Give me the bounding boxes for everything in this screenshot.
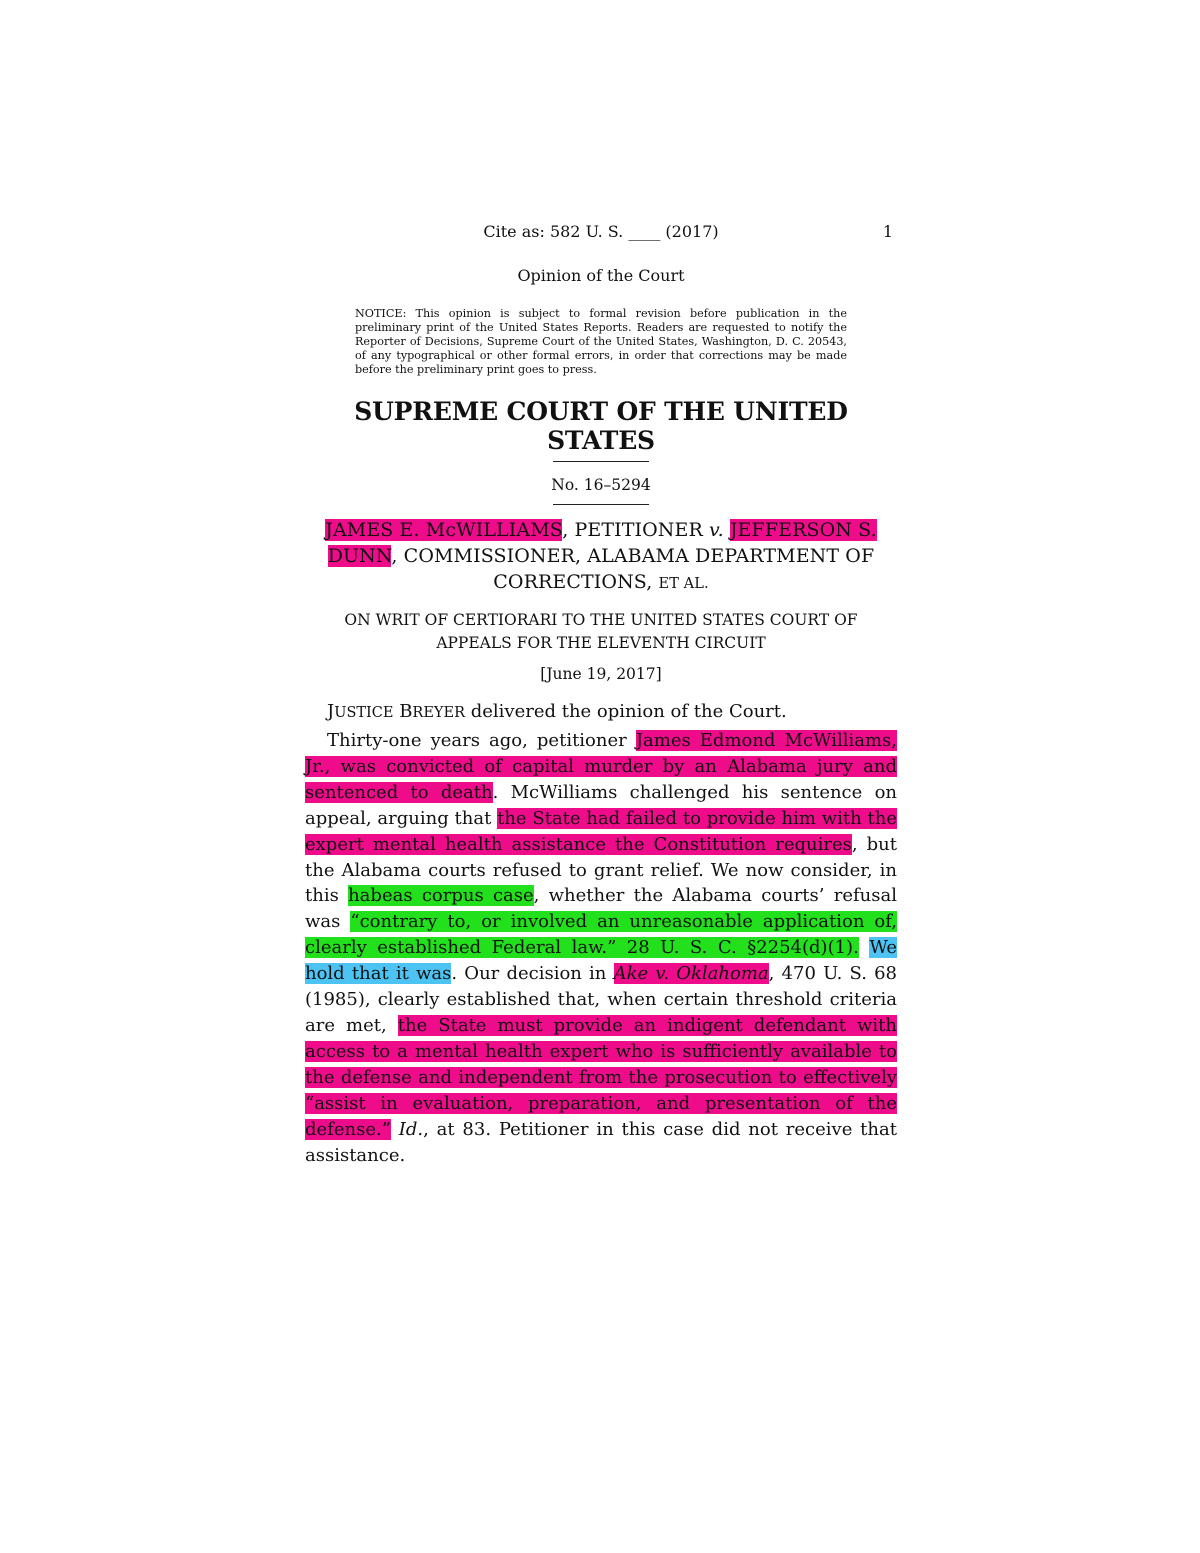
text-run [391,1119,399,1140]
text-run: , whether the Alabama courts’ refusal was [305,885,897,933]
highlight-pink: the State must provide an indigent defendant with access to a mental health expert who is sufficiently available to the defense and independent from the prosecution to effectively “assist in evaluation, preparation, and presentation of the defense.” [305,1014,898,1140]
case-caption [305,517,897,597]
petitioner-role: , PETITIONER [562,519,709,541]
highlight-blue: We hold that it was [305,937,897,985]
court-name: SUPREME COURT OF THE UNITED STATES [354,397,848,455]
highlight-pink: James Edmond McWilliams, Jr., was convicted of capital murder by an Alabama jury and sentenced to death [305,730,897,803]
petitioner-name: JAMES E. McWILLIAMS [325,519,563,541]
citation: Cite as: 582 U. S. ____ (2017) [483,222,719,241]
decision-date: [June 19, 2017] [540,665,662,683]
delivered-rest: delivered the opinion of the Court. [465,701,787,722]
text-run: , but the Alabama courts refused to grant relief. We now consider, in this [305,833,897,907]
writ-text: ON WRIT OF CERTIORARI TO THE UNITED STATES COURT OF APPEALS FOR THE ELEVENTH CIRCUIT [344,611,858,652]
highlight-green: “contrary to, or involved an unreasonable application of, clearly established Federal law.” 28 U. S. C. §2254(d)(1). [305,911,897,959]
text-run: , at 83. Petitioner in this case did not receive that assistance. [305,1118,897,1166]
running-header [305,222,897,250]
divider-rule [553,461,649,462]
justice-name: BREYER [399,701,465,722]
opinion-page [305,222,897,1168]
respondent-name: JEFFERSON S. DUNN [327,519,877,567]
text-run: . McWilliams challenged his sentence on appeal, arguing that [305,781,897,829]
versus: v. [709,519,724,541]
notice-text: NOTICE: This opinion is subject to formal revision before publication in the preliminary print of the United States Reports. Readers are requested to notify the Reporter of Decisions, Supreme Court of the United States, Washington, D. C. 20543, of any typographical or other formal errors, in order that corrections may be made before the preliminary print goes to press. [355,307,847,376]
docket-number: No. 16–5294 [551,476,651,494]
highlight-green: habeas corpus case [348,885,534,907]
respondent-role: , COMMISSIONER, ALABAMA DEPARTMENT OF CORRECTIONS, [391,545,875,593]
text-run: . Our decision in [451,963,614,985]
et-al: ET AL. [658,576,709,592]
justice-title: JUSTICE [327,701,394,722]
id-citation: Id. [398,1118,424,1140]
text-run: , 470 U. S. 68 (1985), clearly established that, when certain threshold criteria are met, [305,963,898,1036]
opinion-paragraph [305,728,897,1168]
text-run: Thirty-one years ago, petitioner [327,730,636,751]
case-name-ake: Ake v. Oklahoma [613,963,769,985]
page-number: 1 [882,222,893,241]
divider-rule [553,504,649,505]
delivered-line [305,701,897,722]
text-run [859,937,870,958]
highlight-pink: the State had failed to provide him with the expert mental health assistance the Constitution requires [305,807,897,855]
opinion-heading: Opinion of the Court [517,266,685,285]
